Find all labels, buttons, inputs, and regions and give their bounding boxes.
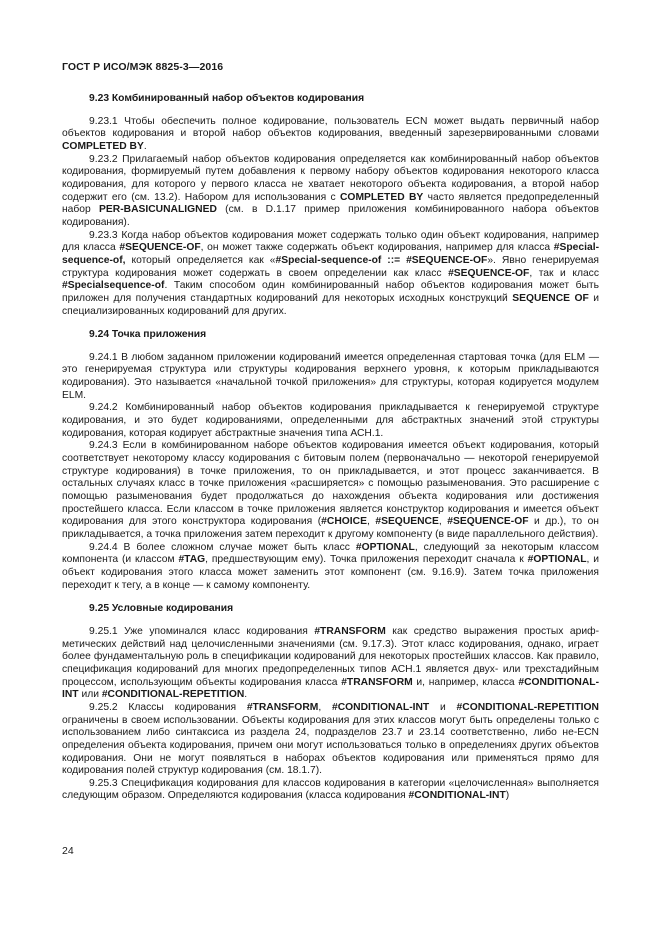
paragraph-text: который определяется как « (125, 254, 276, 266)
paragraph (62, 116, 599, 154)
keyword-text: #CONDITIONAL-INT (331, 701, 430, 713)
keyword-text: #TRANSFORM (314, 625, 386, 637)
paragraph-text: 9.23.1 Чтобы обеспечить полное кодирование, пользователь ECN может выдать первичный набор объектов кодирования и второй набор объектов кодирования, введенный зарезервированными словами (62, 115, 599, 140)
paragraph (62, 230, 599, 319)
paragraph-text: , (438, 516, 448, 528)
paragraph-text: и специализированных кодирований для других. (62, 292, 599, 317)
keyword-text: #CONDITIONAL-REPETITION (456, 701, 599, 713)
section-heading: 9.24 Точка приложения (89, 329, 207, 341)
paragraph-text: , предшествующим ему). Точка приложения переходит сначала к (205, 554, 528, 566)
paragraph-text: , следующий за некоторым классом компонента (и классом (62, 541, 600, 566)
keyword-text: #OPTIONAL (527, 554, 587, 566)
paragraph (62, 626, 599, 702)
keyword-text: #CHOICE (321, 516, 367, 528)
paragraph (62, 402, 599, 440)
paragraph-text: 9.25.2 Классы кодирования (89, 701, 247, 713)
paragraph (62, 440, 599, 541)
paragraph-text: ) (505, 790, 510, 802)
paragraph-text: 9.24.1 В любом заданном приложении кодирований имеется определенная стартовая точка (для ELM — это генерируемая структура или структуры кодирования верхнего уровня, к которым прикладываются кодирования). Это называется «начальной точкой приложения» для структуры, которая кодируется модулем ELM. (62, 351, 599, 401)
keyword-text: COMPLETED BY (340, 191, 424, 203)
document-body (62, 93, 599, 803)
keyword-text: #CONDITIONAL-INT (62, 676, 599, 701)
paragraph-text: часто является предопределенный набор (62, 191, 599, 216)
paragraph-text: , так и класс (529, 267, 599, 279)
paragraph (62, 702, 599, 778)
keyword-text: #CONDITIONAL-INT (408, 790, 506, 802)
page-header: ГОСТ Р ИСО/МЭК 8825-3—2016 (62, 61, 224, 73)
paragraph-text: , (366, 516, 376, 528)
keyword-text: #OPTIONAL (355, 541, 415, 553)
keyword-text: PER-BASICUNALIGNED (99, 204, 217, 216)
keyword-text: COMPLETED BY (62, 140, 144, 152)
paragraph-text: 9.25.3 Спецификация кодирования для классов кодирования в категории «целочисленная» выполняется следующим образом. Определяются кодирования (класса кодирования (62, 777, 599, 802)
paragraph-text: или (78, 689, 102, 701)
keyword-text: #TRANSFORM (246, 701, 319, 713)
keyword-text: #Special-sequence-of ::= #SEQUENCE-OF (275, 254, 488, 266)
section-heading: 9.23 Комбинированный набор объектов кодирования (89, 93, 365, 104)
keyword-text: SEQUENCE OF (512, 292, 589, 304)
keyword-text: #TRANSFORM (341, 676, 413, 688)
keyword-text: #SEQUENCE-OF (447, 516, 529, 528)
paragraph-text: (см. в D.1.17 пример приложения комбинированного набора объектов кодирования). (62, 204, 599, 228)
paragraph-text: 9.24.3 Если в комбинированном наборе объектов кодирования имеется объект кодирования, который соответствует некоторому классу кодирования с битовым полем (первоначально — некоторой генерируемой структуре кодирования) в точке приложения, то он прикладывается, и этот процесс заканчивается. В остальных случаях класс в точке приложения «расширяется» с помощью разыменования. Это расширение с помощью разыменования будет продолжаться до нахождения объекта кодирования или достижения простейшего класса. Если классом в точке приложения является конструктор кодирования и имеется объект кодирования для этого конструктора кодирования ( (62, 440, 599, 528)
paragraph-text: как средство выражения простых арифметических действий над целочисленными значениями (см. 9.17.3). Этот класс кодирования, однако, играет более фундаментальную роль в спецификации кодирований для некоторых простейших классов. Как правило, спецификация кодирований для многих предопределенных типов АСН.1 является двух- или трехстадийным процессом, использующим объекты кодирования класса (62, 625, 599, 688)
keyword-text: #CONDITIONAL-REPETITION (101, 689, 245, 701)
keyword-text: #Specialsequence-of (62, 280, 165, 292)
paragraph-text: . (143, 140, 147, 152)
paragraph (62, 154, 599, 230)
keyword-text: #SEQUENCE-OF (119, 242, 201, 254)
paragraph-text: ограничены в своем использовании. Объекты кодирования для этих классов могут быть определены только с использованием либо синтаксиса из раздела 24, подразделов 23.7 и 23.14 соответственно, либо не-ECN определения объекта кодирования, причем они могут использоваться только в определениях других объектов кодирования. Они не могут появляться в наборах объектов кодирования или применяться прямо для кодирования полей структур кодирования (см. 18.1.7). (62, 714, 599, 777)
keyword-text: #SEQUENCE-OF (448, 267, 530, 279)
paragraph-text: и, например, класса (412, 676, 519, 688)
keyword-text: #Special-sequence-of, (62, 242, 599, 266)
paragraph-text: ». Явно генерируемая структура кодирования может содержать в своем определении как класс (62, 254, 599, 279)
paragraph-text: . (244, 689, 248, 701)
page-number: 24 (62, 845, 74, 857)
paragraph-text: 9.23.3 Когда набор объектов кодирования может содержать только один объект кодирования, например для класса (62, 229, 599, 254)
paragraph-text: 9.24.2 Комбинированный набор объектов кодирования прикладывается к генерируемой структуре кодирования, и это будет кодированиями, определенными для абстрактных значений этой структуры кодирования, которая кодирует абстрактные значения типа АСН.1. (62, 402, 599, 439)
paragraph-text: и (429, 701, 457, 713)
paragraph-text: . Таким способом один комбинированный набор объектов кодирования может быть приложен для получения стандартных кодирований для некоторых исходных конструкций (62, 280, 599, 304)
paragraph-text: 9.24.4 В более сложном случае может быть класс (89, 541, 356, 553)
paragraph-text: и др.), то он прикладывается, а точка приложения затем переходит к другому компоненту (в виде параллельного действия). (62, 516, 599, 540)
paragraph-text: 9.25.1 Уже упоминался класс кодирования (89, 625, 315, 637)
paragraph-text: , и объект кодирования этого класса может заменить этот компонент (см. 9.16.9). Затем точка приложения переходит к тегу, а в конце — к самому компоненту. (62, 554, 599, 591)
paragraph-text: 9.23.2 Прилагаемый набор объектов кодирования определяется как комбинированный набор объектов кодирования, формируемый путем добавления к первому набору объектов кодирования некоторого класса кодирования, для которого у первого класса не хватает некоторого объекта кодирования, а второй набор содержит его (см. 13.2). Набором для использования с (62, 153, 599, 203)
paragraph-text: , он может также содержать объект кодирования, например для класса (200, 242, 554, 254)
section-heading: 9.25 Условные кодирования (89, 603, 234, 615)
paragraph (62, 778, 599, 803)
paragraph-text: , (318, 701, 332, 713)
paragraph (62, 352, 599, 403)
keyword-text: #TAG (178, 554, 206, 566)
keyword-text: #SEQUENCE (375, 516, 439, 528)
paragraph (62, 542, 599, 593)
